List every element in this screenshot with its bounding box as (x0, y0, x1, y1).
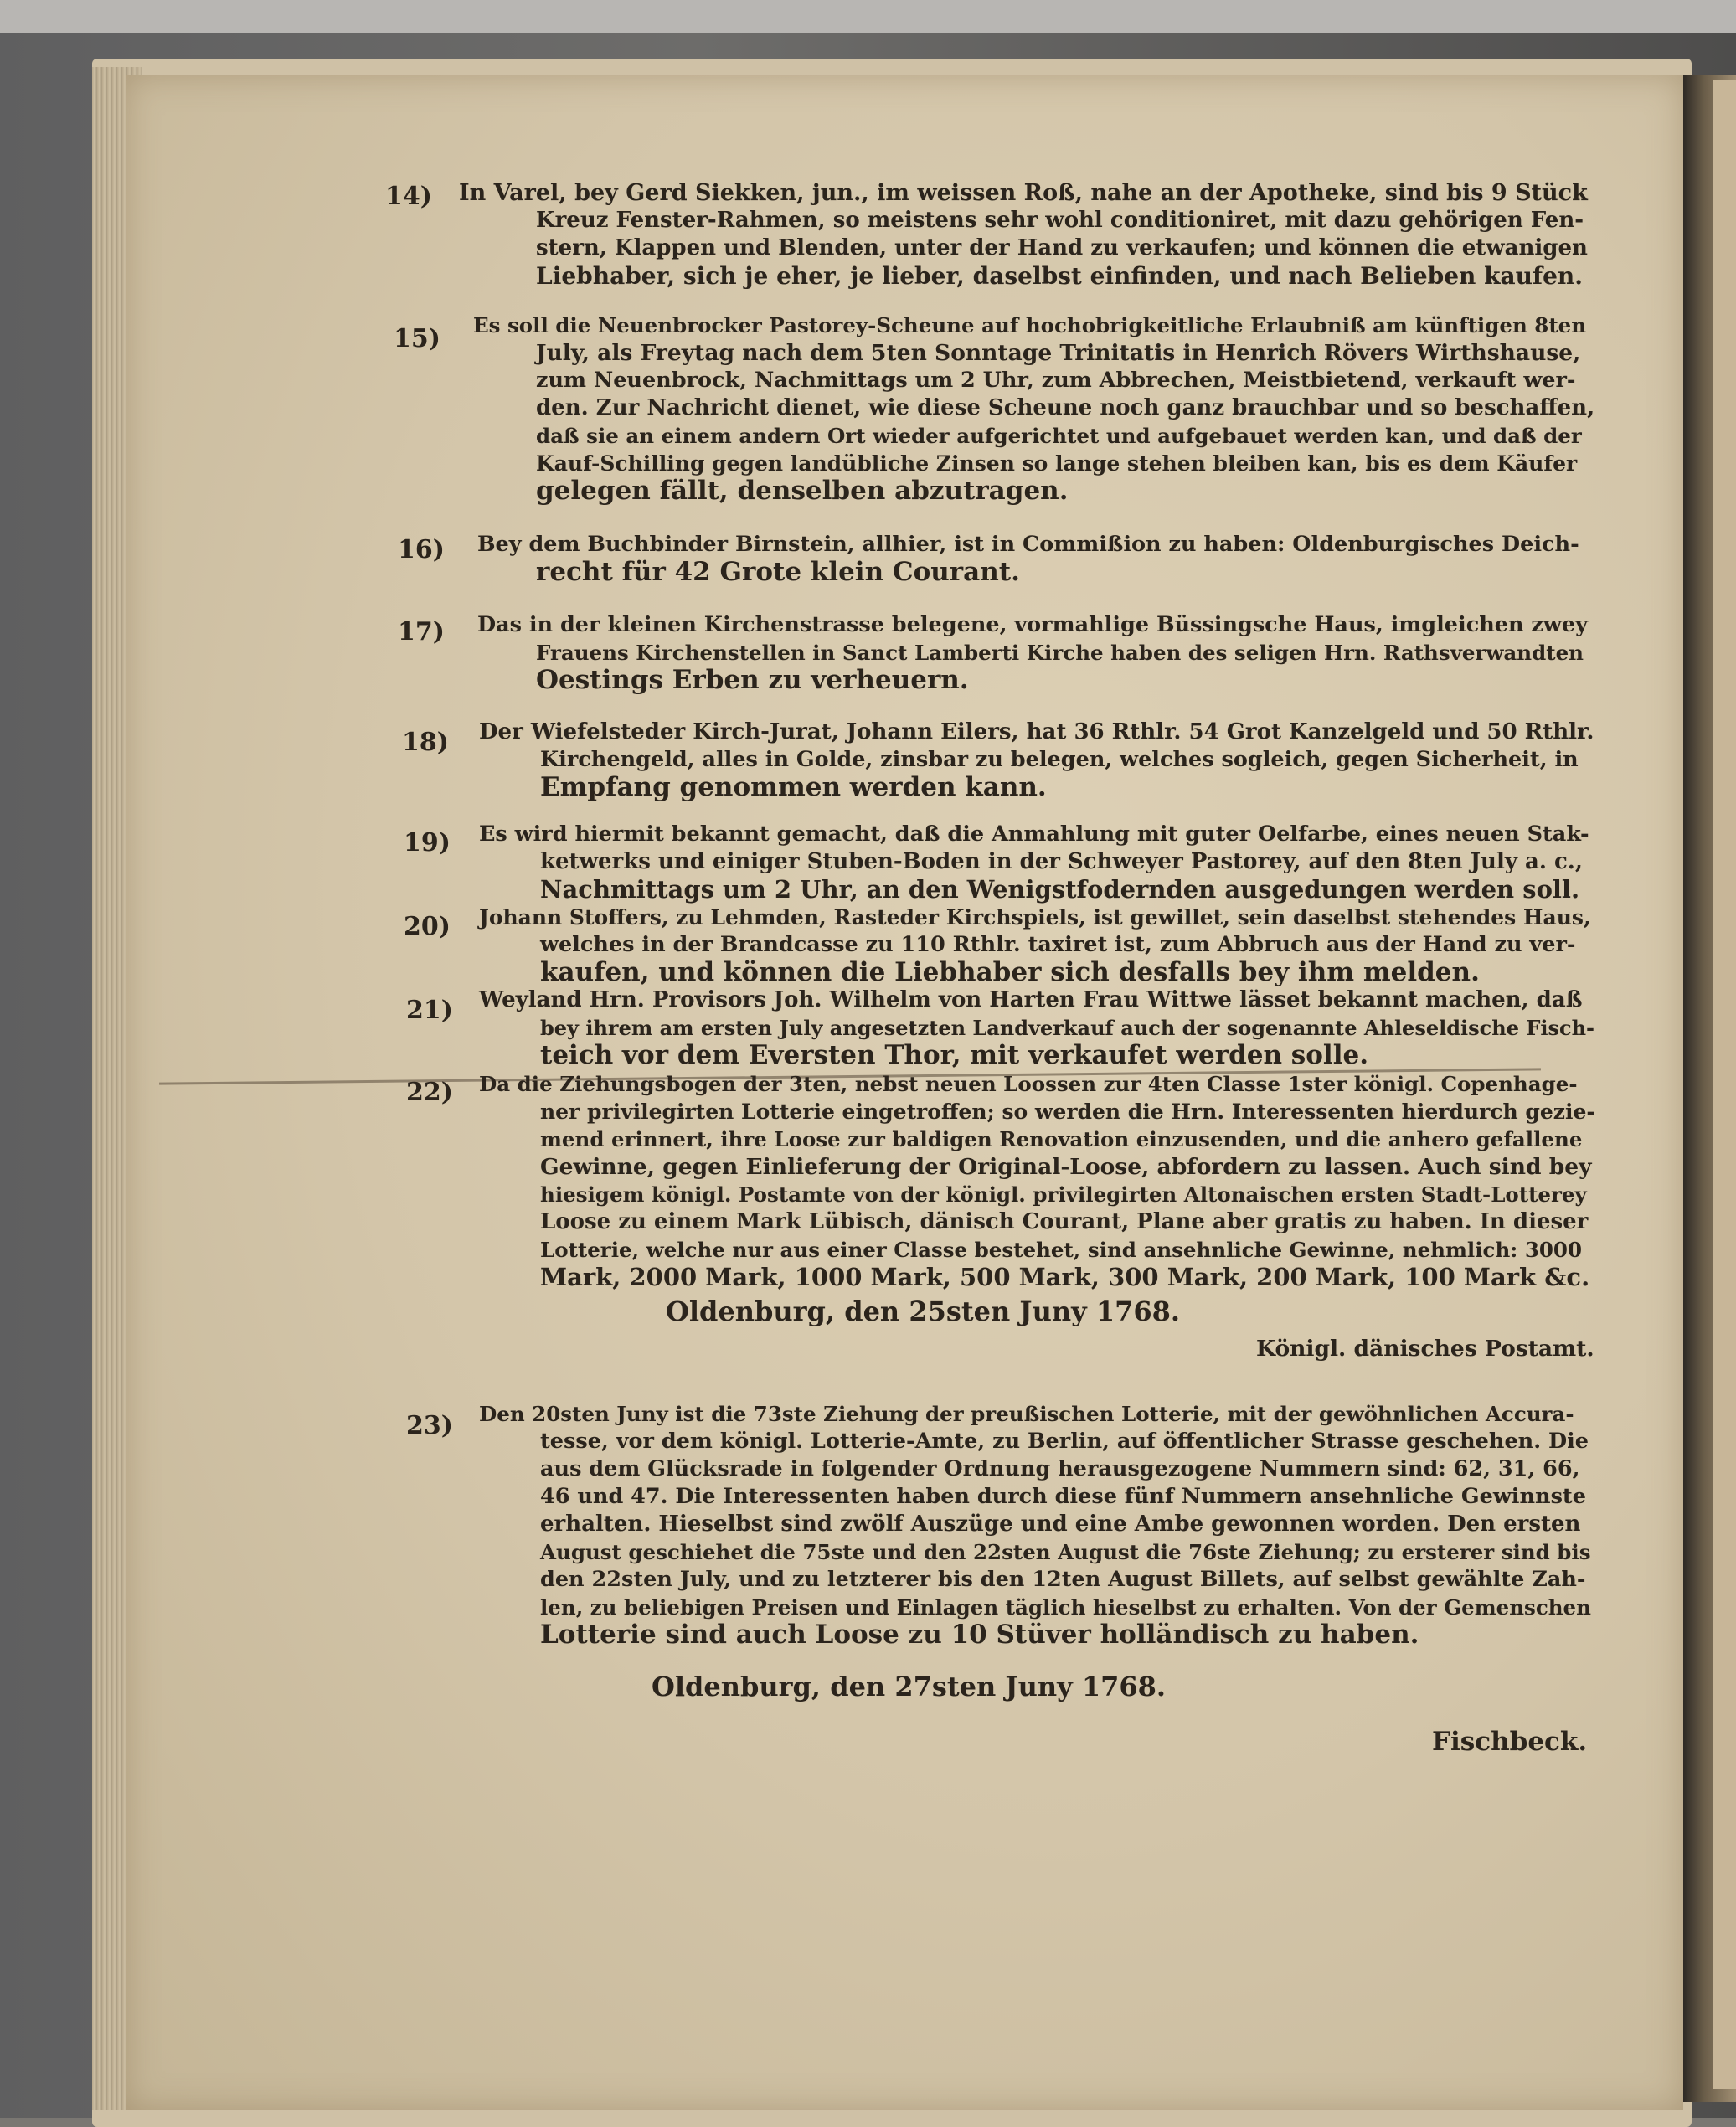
notice-number: 14) (385, 182, 432, 211)
notice-number: 20) (404, 912, 451, 941)
notice-number: 19) (404, 828, 451, 857)
notice-line: erhalten. Hieselbst sind zwölf Auszüge und eine Ambe gewonnen worden. Den ersten (540, 1512, 1581, 1537)
place-date: Oldenburg, den 25sten Juny 1768. (666, 1295, 1181, 1327)
signature: Fischbeck. (1432, 1727, 1588, 1757)
notice-line: Der Wiefelsteder Kirch-Jurat, Johann Eilers, hat 36 Rthlr. 54 Grot Kanzelgeld und 50 Rthlr. (479, 719, 1594, 744)
notice-line: In Varel, bey Gerd Siekken, jun., im weissen Roß, nahe an der Apotheke, sind bis 9 Stück (459, 180, 1588, 206)
notice-line: ketwerks und einiger Stuben-Boden in der Schweyer Pastorey, auf den 8ten July a. c., (540, 849, 1583, 874)
notice-line: July, als Freytag nach dem 5ten Sonntage Trinitatis in Henrich Rövers Wirthshause, (536, 340, 1581, 366)
notice-line: Das in der kleinen Kirchenstrasse belegene, vormahlige Büssingsche Haus, imgleichen zwey (477, 612, 1588, 637)
notice-line: den. Zur Nachricht dienet, wie diese Scheune noch ganz brauchbar und so beschaffen, (536, 395, 1595, 420)
notice-line: Kauf-Schilling gegen landübliche Zinsen so lange stehen bleiben kan, bis es dem Käufer (536, 451, 1578, 476)
notice-line: Kreuz Fenster-Rahmen, so meistens sehr wohl conditioniret, mit dazu gehörigen Fen- (536, 208, 1584, 233)
place-date: Oldenburg, den 27sten Juny 1768. (652, 1671, 1167, 1702)
notice-line: stern, Klappen und Blenden, unter der Hand zu verkaufen; und können die etwanigen (536, 235, 1588, 260)
notice-line: Da die Ziehungsbogen der 3ten, nebst neuen Loossen zur 4ten Classe 1ster königl. Copenhage- (479, 1072, 1578, 1096)
notice-line: Lotterie, welche nur aus einer Classe bestehet, sind ansehnliche Gewinne, nehmlich: 3000 (540, 1238, 1583, 1262)
notice-line: Lotterie sind auch Loose zu 10 Stüver holländisch zu haben. (540, 1620, 1419, 1650)
notice-line: Oestings Erben zu verheuern. (536, 665, 969, 695)
notice-line: Loose zu einem Mark Lübisch, dänisch Courant, Plane aber gratis zu haben. In dieser (540, 1209, 1589, 1234)
notice-line: Bey dem Buchbinder Birnstein, allhier, ist in Commißion zu haben: Oldenburgisches Deich- (477, 532, 1579, 557)
notice-line: Gewinne, gegen Einlieferung der Original-Loose, abfordern zu lassen. Auch sind bey (540, 1154, 1592, 1180)
notice-line: gelegen fällt, denselben abzutragen. (536, 476, 1069, 506)
notice-line: 46 und 47. Die Interessenten haben durch diese fünf Nummern ansehnliche Gewinnste (540, 1484, 1586, 1509)
notice-line: teich vor dem Eversten Thor, mit verkaufet werden solle. (540, 1040, 1369, 1070)
notice-line: Empfang genommen werden kann. (540, 772, 1047, 802)
notice-line: August geschiehet die 75ste und den 22sten August die 76ste Ziehung; zu ersterer sind bis (540, 1540, 1591, 1564)
notice-line: Es wird hiermit bekannt gemacht, daß die Anmahlung mit guter Oelfarbe, eines neuen Stak- (479, 821, 1589, 847)
notice-number: 16) (398, 535, 445, 564)
notice-line: Nachmittags um 2 Uhr, an den Wenigstfodernden ausgedungen werden soll. (540, 875, 1580, 904)
notice-line: bey ihrem am ersten July angesetzten Landverkauf auch der sogenannte Ahleseldische Fisch- (540, 1016, 1595, 1040)
notice-line: Liebhaber, sich je eher, je lieber, daselbst einfinden, und nach Belieben kaufen. (536, 262, 1584, 290)
notice-line: aus dem Glücksrade in folgender Ordnung herausgezogene Nummern sind: 62, 31, 66, (540, 1456, 1580, 1481)
notice-number: 15) (394, 324, 440, 353)
notice-number: 23) (406, 1411, 453, 1440)
notice-line: zum Neuenbrock, Nachmittags um 2 Uhr, zum Abbrechen, Meistbietend, verkauft wer- (536, 368, 1576, 393)
notice-line: kaufen, und können die Liebhaber sich desfalls bey ihm melden. (540, 957, 1480, 987)
notice-line: Frauens Kirchenstellen in Sanct Lamberti Kirche haben des seligen Hrn. Rathsverwandten (536, 641, 1584, 665)
notice-number: 18) (402, 728, 449, 757)
notice-line: Den 20sten Juny ist die 73ste Ziehung der preußischen Lotterie, mit der gewöhnlichen Accura- (479, 1402, 1574, 1426)
signature: Königl. dänisches Postamt. (1256, 1336, 1594, 1362)
notice-line: Es soll die Neuenbrocker Pastorey-Scheune auf hochobrigkeitliche Erlaubniß am künftigen 8ten (473, 313, 1587, 337)
notice-line: Weyland Hrn. Provisors Joh. Wilhelm von Harten Frau Wittwe lässet bekannt machen, daß (479, 987, 1583, 1012)
notice-line: ner privilegirten Lotterie eingetroffen; so werden die Hrn. Interessenten hierdurch gezie- (540, 1100, 1595, 1124)
notice-line: daß sie an einem andern Ort wieder aufgerichtet und aufgebauet werden kan, und daß der (536, 424, 1582, 448)
notice-line: Johann Stoffers, zu Lehmden, Rasteder Kirchspiels, ist gewillet, sein daselbst stehendes Haus, (479, 905, 1591, 930)
notice-number: 21) (406, 996, 453, 1025)
notice-line: tesse, vor dem königl. Lotterie-Amte, zu Berlin, auf öffentlicher Strasse geschehen. Die (540, 1429, 1589, 1454)
notice-line: welches in der Brandcasse zu 110 Rthlr. taxiret ist, zum Abbruch aus der Hand zu ver- (540, 932, 1576, 957)
notice-line: hiesigem königl. Postamte von der königl. privilegirten Altonaischen ersten Stadt-Lotterey (540, 1182, 1587, 1207)
notice-number: 17) (398, 617, 445, 646)
notice-line: Kirchengeld, alles in Golde, zinsbar zu belegen, welches sogleich, gegen Sicherheit, in (540, 747, 1579, 772)
notice-line: den 22sten July, und zu letzterer bis den 12ten August Billets, auf selbst gewählte Zah- (540, 1567, 1586, 1592)
notice-line: recht für 42 Grote klein Courant. (536, 557, 1020, 587)
notice-line: Mark, 2000 Mark, 1000 Mark, 500 Mark, 300 Mark, 200 Mark, 100 Mark &c. (540, 1263, 1590, 1291)
notice-line: mend erinnert, ihre Loose zur baldigen Renovation einzusenden, und die anhero gefallene (540, 1127, 1583, 1151)
notice-number: 22) (406, 1078, 453, 1107)
notice-line: len, zu beliebigen Preisen und Einlagen täglich hieselbst zu erhalten. Von der Gemenschen (540, 1595, 1591, 1620)
